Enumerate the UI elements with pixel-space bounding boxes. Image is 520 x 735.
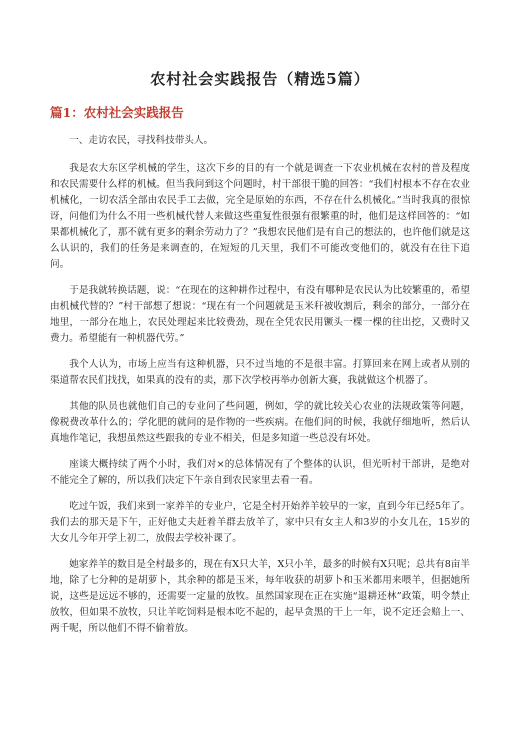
paragraph: 座谈大概持续了两个小时，我们对×的总体情况有了个整体的认识，但光听村干部讲，是绝对不能完全了解的，所以我们决定下午亲自到农民家里去看一看。 — [50, 459, 470, 486]
paragraph: 吃过午饭，我们来到一家养羊的专业户，它是全村开始养羊较早的一家，直到今年已经5年了。我们去的那天是下午，正好他丈夫赶着羊群去放羊了，家中只有女主人和3岁的小女儿在，15岁的大女儿今年开学上初二，放假去学校补课了。 — [50, 501, 470, 544]
paragraph: 我是农大东区学机械的学生，这次下乡的目的有一个就是调查一下农业机械在农村的普及程度和农民需要什么样的机械。但当我问到这个问题时，村干部很干脆的回答：“我们村根本不存在农业机械化，一切农活全部由农民手工去做，完全是原始的东西，不存在什么机械化。”当时我真的很惊讶，问他们为什么不用一些机械代替人来做这些重复性很强有很繁重的时，他们是这样回答的：“如果都机械化了，那不就有更多的剩余劳动力了？”我想农民他们是有自己的想法的，也许他们就是这么认识的，我们的任务是来调查的，在短短的几天里，我们不可能改变他们的，就没有在往下追问。 — [50, 163, 470, 270]
section-heading: 篇1：农村社会实践报告 — [50, 105, 184, 120]
paragraph: 她家养羊的数目是全村最多的，现在有X只大羊，X只小羊，最多的时候有X只呢；总共有8亩半地，除了七分种的是胡萝卜，其余种的都是玉米，每年收获的胡萝卜和玉米都用来喂羊，但据她所说，这些是远远不够的，还需要一定量的放牧。虽然国家现在正在实施“退耕还林”政策，明令禁止放牧，但如果不放牧，只让羊吃饲料是根本吃不起的，起早贪黑的干上一年，说不定还会赔上一、两千呢，所以他们不得不偷着放。 — [50, 559, 470, 634]
paragraph: 一、走访农民，寻找科技带头人。 — [69, 135, 214, 146]
paragraph: 其他的队员也就他们自己的专业问了些问题，例如，学的就比较关心农业的法规政策等问题，像税费改革什么的；学化肥的就问的是作物的一些疾病。在他们问的时候，我就仔细地听，然后认真地作笔记，我想虽然这些跟我的专业不相关，但是多知道一些总没有坏处。 — [50, 401, 470, 444]
paragraph: 我个人认为，市场上应当有这种机器，只不过当地的不是很丰富。打算回来在网上或者从别的渠道帮农民们找找，如果真的没有的卖，那下次学校再举办创新大赛，我就做这个机器了。 — [50, 359, 470, 386]
paragraph: 于是我就转换话题，说：“在现在的这种耕作过程中，有没有哪种是农民认为比较繁重的，希望由机械代替的？”村干部想了想说：“现在有一个问题就是玉米秆被收割后，剩余的部分，一部分在地里，一部分在地上，农民处理起来比较费劲，现在全凭农民用镢头一棵一棵的往出挖，又费时又费力。希望能有一种机器代劳。” — [50, 285, 470, 344]
page-title: 农村社会实践报告（精选5篇） — [150, 70, 370, 88]
